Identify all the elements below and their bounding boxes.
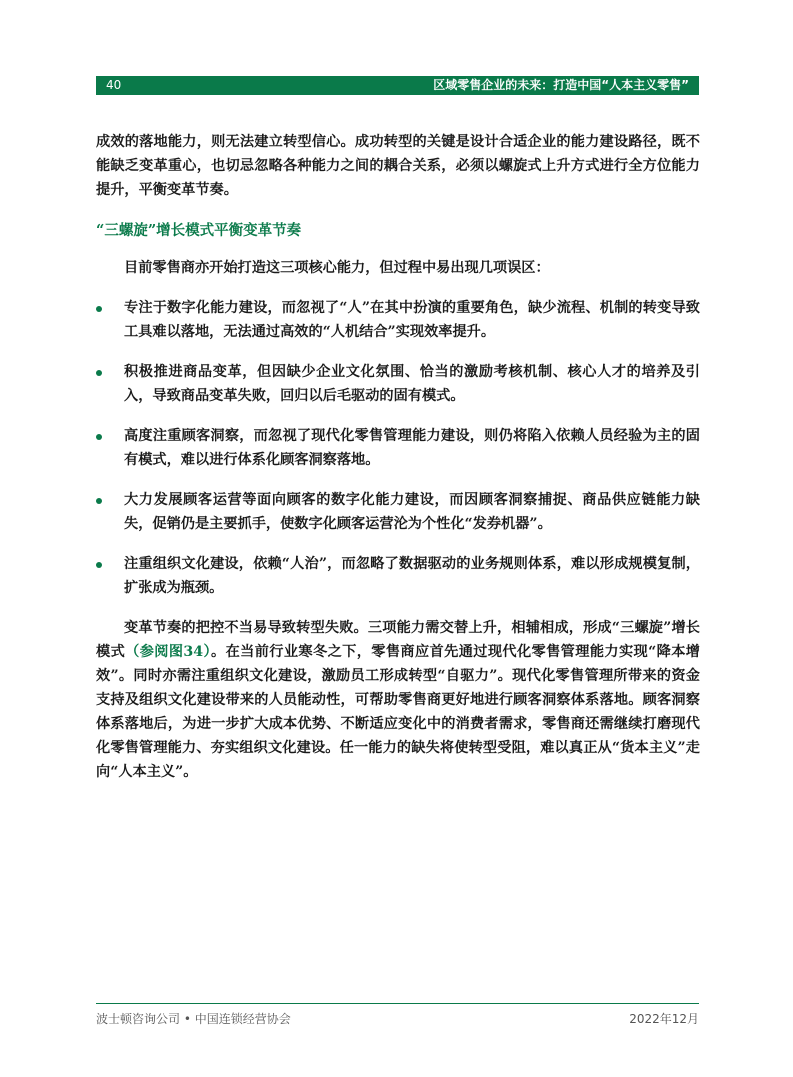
list-item-text: 积极推进商品变革，但因缺少企业文化氛围、恰当的激励考核机制、核心人才的培养及引入，导致商品变革失败，回归以后毛驱动的固有模式。 [124,364,700,404]
page-header [96,76,699,95]
list-item-text: 注重组织文化建设，依赖“人治”，而忽略了数据驱动的业务规则体系，难以形成规模复制，扩张成为瓶颈。 [124,556,700,596]
paragraph-closing [96,616,700,784]
bullet-dot-icon [96,562,102,568]
bullet-dot-icon [96,306,102,312]
footer-date: 2022年12月 [629,1012,699,1026]
closing-text-end: 。在当前行业寒冬之下，零售商应首先通过现代化零售管理能力实现“降本增效”。同时亦需注重组织文化建设，激励员工形成转型“自驱力”。现代化零售管理所带来的资金支持及组织文化建设带来的人员能动性，可帮助零售商更好地进行顾客洞察体系落地。顾客洞察体系落地后，为进一步扩大成本优势、不断适应变化中的消费者需求，零售商还需继续打磨现代化零售管理能力、夯实组织文化建设。任一能力的缺失将使转型受阻，难以真正从“货本主义”走向“人本主义”。 [96,644,700,780]
list-item-text: 专注于数字化能力建设，而忽视了“人”在其中扮演的重要角色，缺少流程、机制的转变导致工具难以落地，无法通过高效的“人机结合”实现效率提升。 [124,300,700,340]
bullet-dot-icon [96,434,102,440]
closing-text-start: 变革节奏的把控不当易导致转型失败。三项能力需交替上升，相辅相成，形成“三螺旋”增长模式 [96,620,700,660]
page-number: 40 [106,78,122,92]
section-heading: “三螺旋”增长模式平衡变革节奏 [96,222,302,239]
list-item [96,360,700,408]
bullet-dot-icon [96,370,102,376]
list-item [96,296,700,344]
list-item-text: 大力发展顾客运营等面向顾客的数字化能力建设，而因顾客洞察捕捉、商品供应链能力缺失，促销仍是主要抓手，使数字化顾客运营沦为个性化“发券机器”。 [124,492,700,532]
bullet-dot-icon [96,498,102,504]
list-item [96,552,700,600]
list-item [96,488,700,536]
paragraph-continued: 成效的落地能力，则无法建立转型信心。成功转型的关键是设计合适企业的能力建设路径，既不能缺乏变革重心，也切忌忽略各种能力之间的耦合关系，必须以螺旋式上升方式进行全方位能力提升，平衡变革节奏。 [96,134,700,198]
figure-reference-link[interactable]: （参阅图34） [125,644,212,660]
bullet-list [96,296,700,600]
footer-divider [96,1003,699,1004]
header-title: 区域零售企业的未来：打造中国“人本主义零售” [433,78,689,92]
footer-publisher: 波士顿咨询公司 • 中国连锁经营协会 [96,1012,291,1026]
list-item [96,424,700,472]
list-item-text: 高度注重顾客洞察，而忽视了现代化零售管理能力建设，则仍将陷入依赖人员经验为主的固有模式，难以进行体系化顾客洞察落地。 [124,428,700,468]
main-content [96,130,700,800]
paragraph-intro: 目前零售商亦开始打造这三项核心能力，但过程中易出现几项误区： [124,260,550,276]
